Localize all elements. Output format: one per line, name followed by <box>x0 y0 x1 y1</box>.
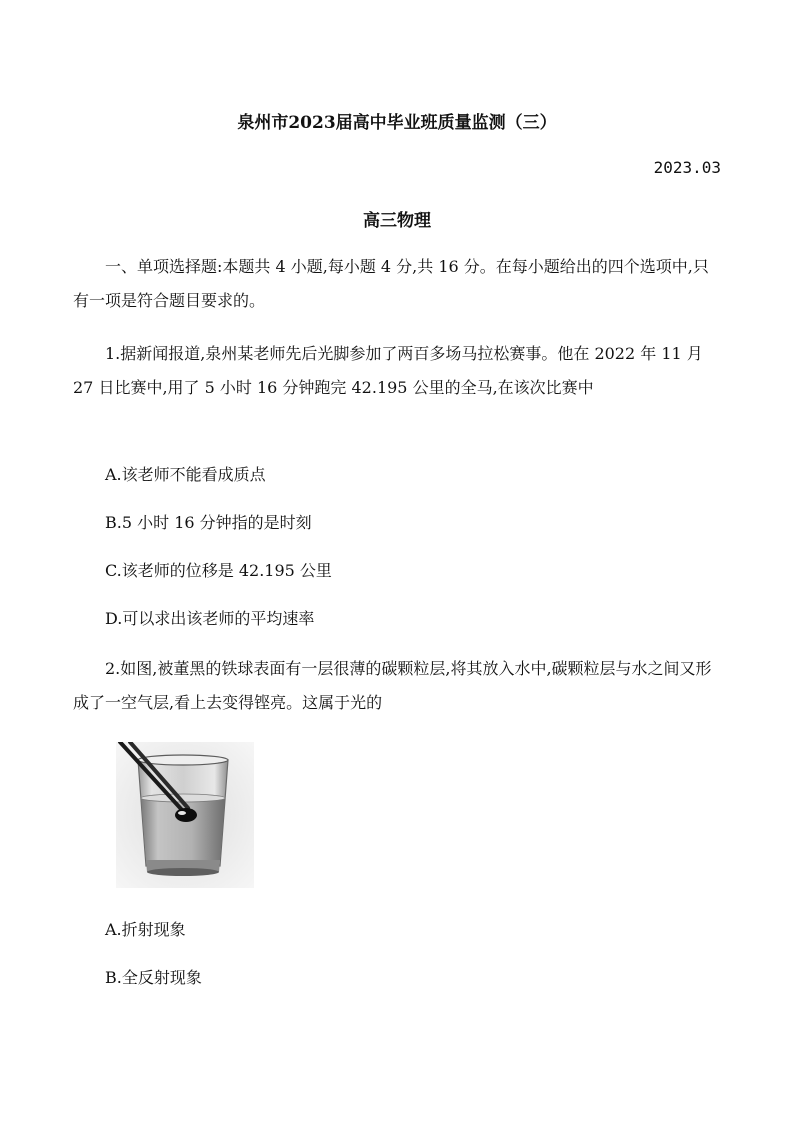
section-intro: 一、单项选择题:本题共 4 小题,每小题 4 分,共 16 分。在每小题给出的四个选项中,只有一项是符合题目要求的。 <box>73 257 709 310</box>
glass-of-water-photo <box>116 742 254 888</box>
question-2-stem: 2.如图,被董黑的铁球表面有一层很薄的碳颗粒层,将其放入水中,碳颗粒层与水之间又形成了一空气层,看上去变得铿亮。这属于光的 <box>73 659 712 712</box>
question-1-stem: 1.据新闻报道,泉州某老师先后光脚参加了两百多场马拉松赛事。他在 2022 年 11 月 27 日比赛中,用了 5 小时 16 分钟跑完 42.195 公里的全马,在该次比赛中 <box>73 344 703 397</box>
question-1-option-d: D.可以求出该老师的平均速率 <box>105 609 315 628</box>
question-1-option-a: A.该老师不能看成质点 <box>105 465 266 484</box>
question-1-option-b: B.5 小时 16 分钟指的是时刻 <box>105 513 312 532</box>
question-2-option-a: A.折射现象 <box>105 920 186 939</box>
question-2-option-b: B.全反射现象 <box>105 968 202 987</box>
question-1-option-c: C.该老师的位移是 42.195 公里 <box>105 561 332 580</box>
exam-subject: 高三物理 <box>363 211 431 231</box>
exam-date: 2023.03 <box>653 158 721 177</box>
exam-title: 泉州市2023届高中毕业班质量监测（三） <box>237 113 557 133</box>
